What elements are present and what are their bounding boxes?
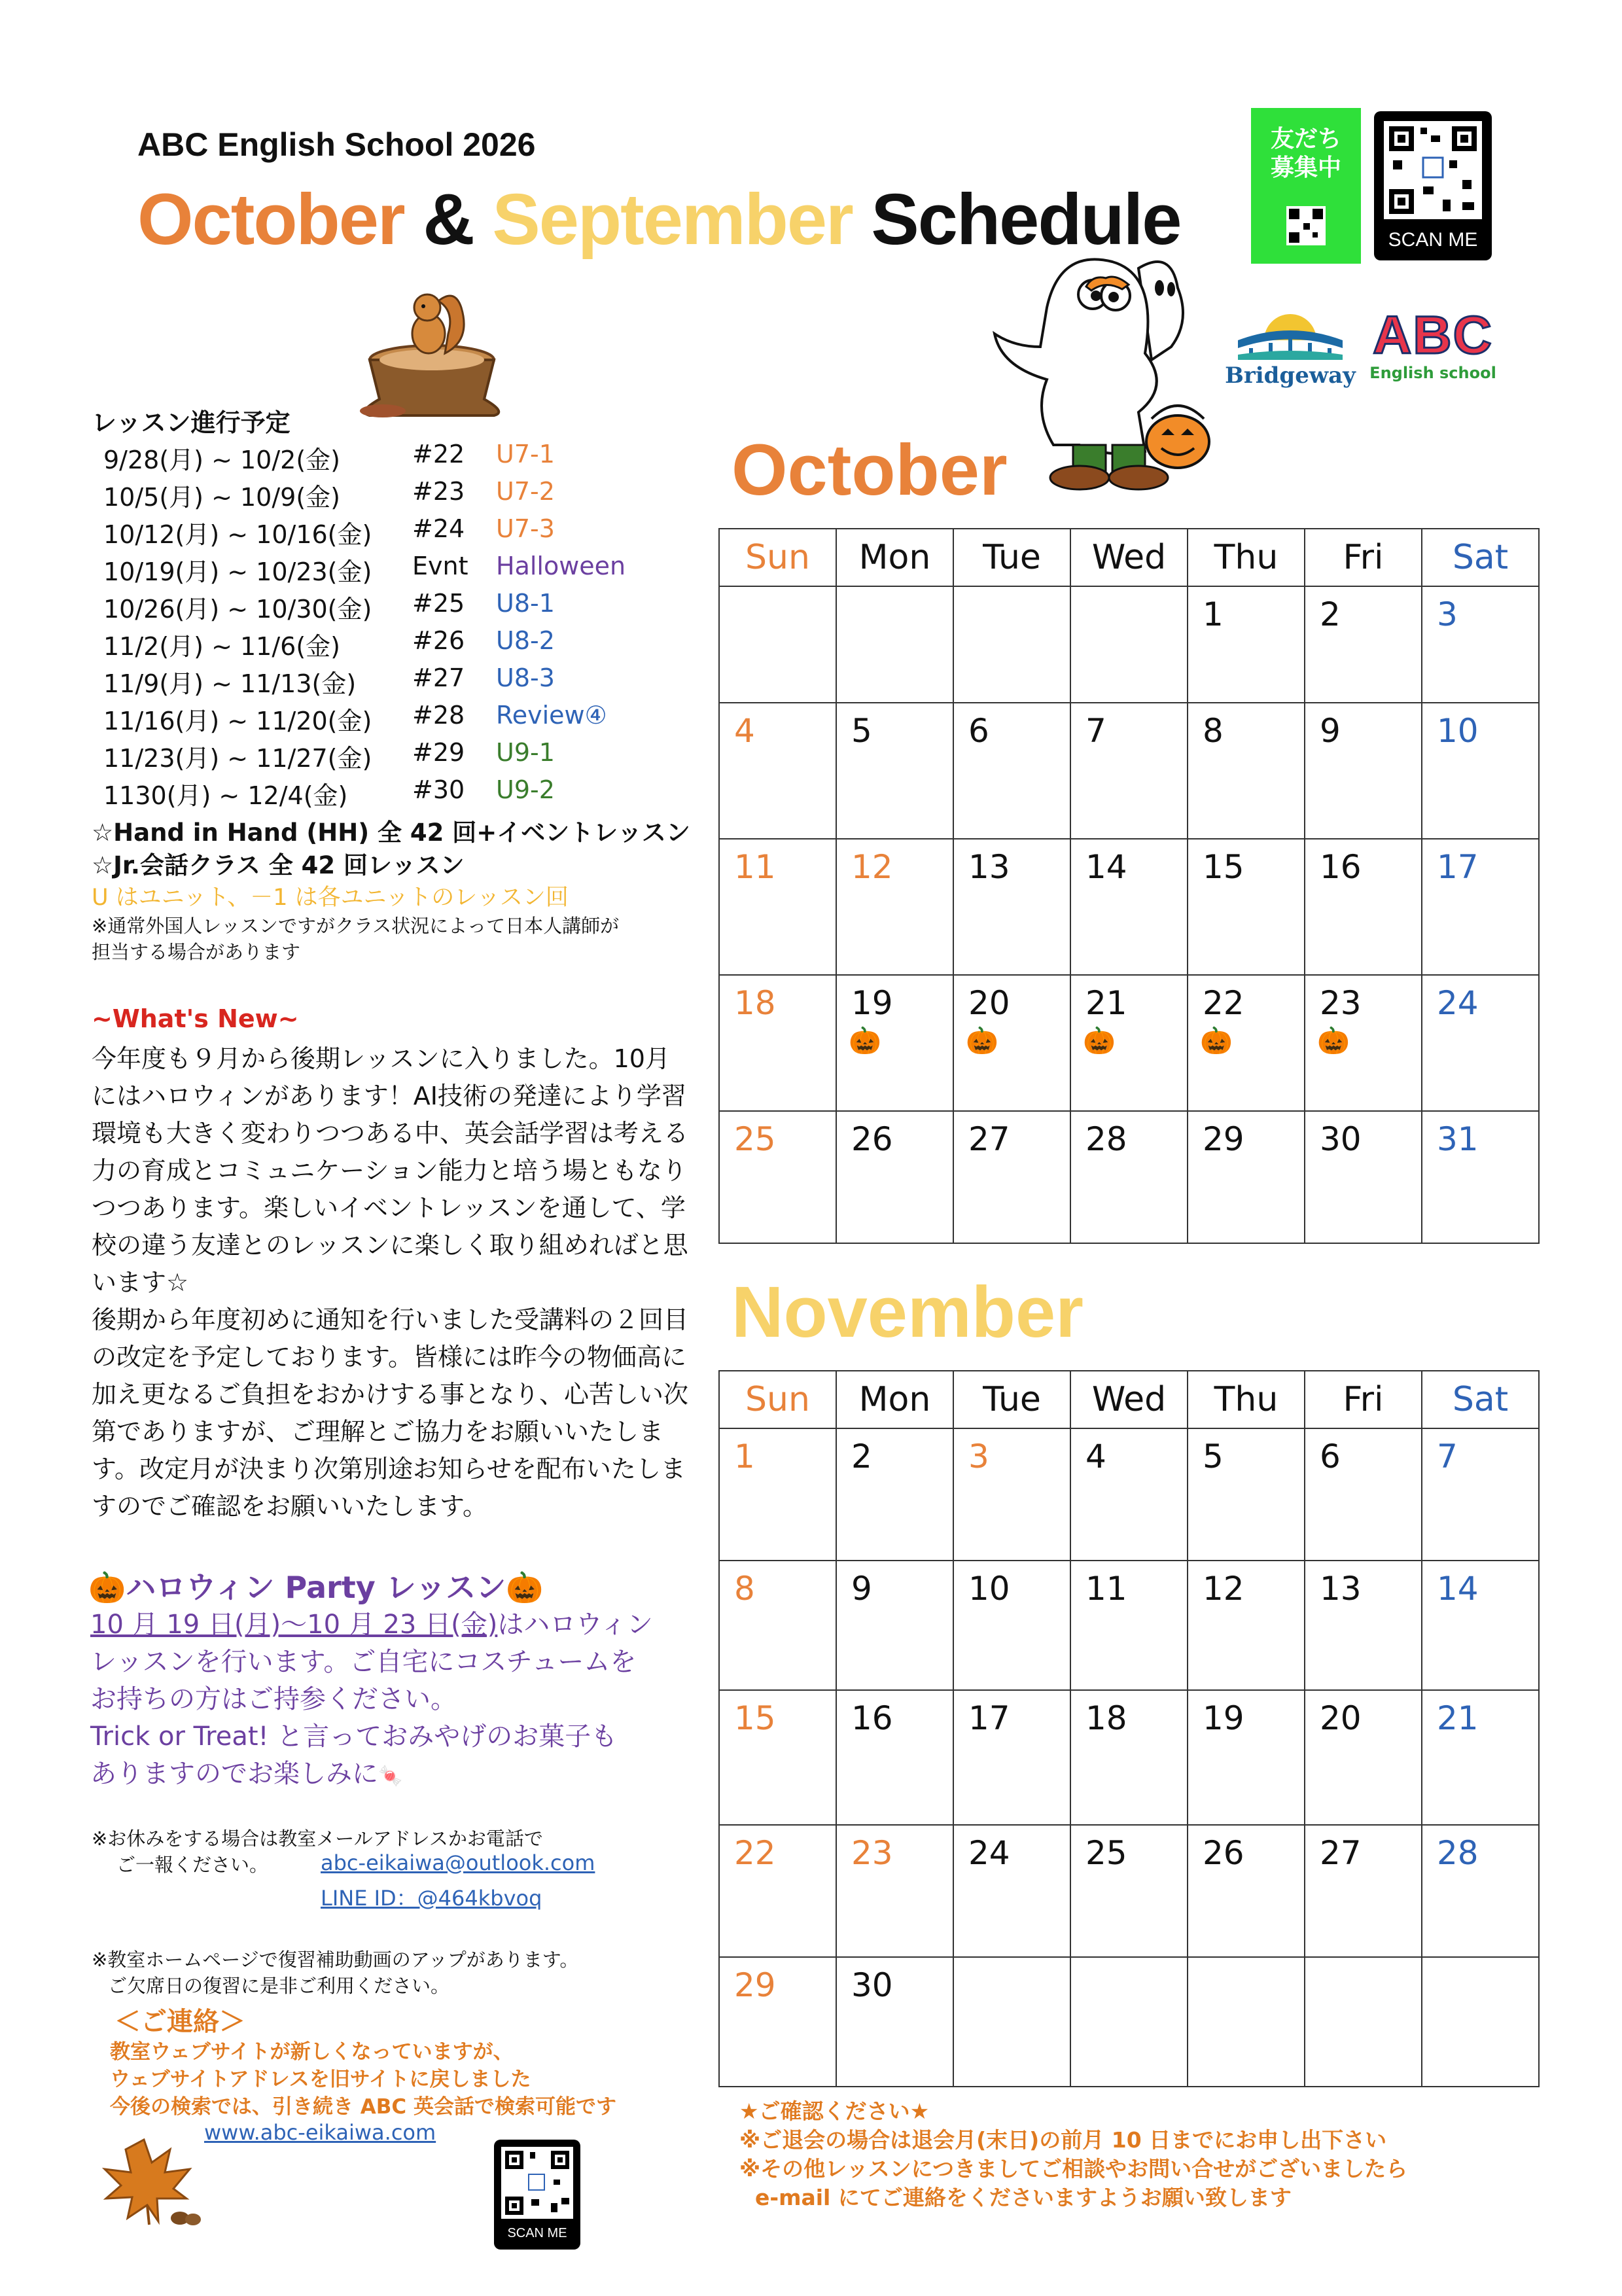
day-number: 26 — [851, 1120, 893, 1158]
day-cell — [953, 975, 1070, 1111]
halloween-dates: 10 月 19 日(月)～10 月 23 日(金) — [90, 1610, 498, 1640]
day-number: 13 — [968, 848, 1010, 886]
day-number: 23 — [1320, 984, 1362, 1022]
day-cell — [1070, 975, 1188, 1111]
progress-date: 10/12(月) ~ 10/16(金) — [103, 520, 372, 549]
whatsnew-paragraph-2: 後期から年度初めに通知を行いました受講料の２回目の改定を予定しております。皆様には昨今の物価高に加え更なるご負担をおかけする事となり、心苦しい次第でありますが、ご理解とご協力をお願いいたします。改定月が決まり次第別途お知らせを配布いたしますのでご確認をお願いいたします。 — [92, 1305, 689, 1521]
day-cell — [719, 1825, 836, 1957]
day-cell — [1422, 586, 1539, 703]
progress-num: #27 — [412, 663, 465, 692]
weekday-sat: Sat — [1422, 529, 1539, 586]
day-number: 24 — [968, 1834, 1010, 1872]
weekday-mon: Mon — [836, 1371, 953, 1428]
day-cell — [953, 1825, 1070, 1957]
whatsnew-title: ~What's New~ — [92, 1004, 299, 1033]
day-cell — [953, 703, 1070, 839]
bridgeway-label: Bridgeway — [1225, 362, 1356, 389]
day-cell — [719, 1957, 836, 2087]
day-cell — [719, 703, 836, 839]
day-number: 7 — [1085, 712, 1106, 750]
progress-date: 10/26(月) ~ 10/30(金) — [103, 595, 372, 624]
qr-code-top[interactable] — [1374, 111, 1492, 260]
day-cell — [1070, 1825, 1188, 1957]
progress-unit: U7-2 — [496, 477, 555, 506]
day-cell — [1188, 975, 1305, 1111]
pumpkin-icon: 🎃 — [966, 1026, 998, 1056]
day-number: 12 — [1203, 1570, 1244, 1608]
weekday-wed: Wed — [1070, 529, 1188, 586]
day-cell — [836, 1690, 953, 1825]
abc-logo-text: ABC — [1373, 306, 1493, 365]
abc-logo — [1367, 308, 1498, 386]
empty-day-cell — [1305, 1957, 1422, 2087]
empty-day-cell — [953, 586, 1070, 703]
progress-unit: U8-3 — [496, 663, 555, 692]
scan-me-label: SCAN ME — [507, 2226, 567, 2240]
progress-num: #29 — [412, 738, 465, 767]
progress-num: #26 — [412, 626, 465, 655]
day-number: 6 — [1320, 1438, 1341, 1475]
day-cell — [719, 975, 836, 1111]
day-cell — [1422, 839, 1539, 975]
halloween-line-5: ありますのでお楽しみに — [90, 1759, 378, 1789]
qr-icon — [1384, 121, 1482, 219]
day-number: 27 — [968, 1120, 1010, 1158]
school-name: ABC English School 2026 — [137, 126, 536, 163]
day-number: 23 — [851, 1834, 893, 1872]
day-number: 15 — [734, 1699, 776, 1737]
november-calendar — [718, 1370, 1540, 2087]
calendar-week — [719, 975, 1539, 1111]
day-cell — [836, 1428, 953, 1561]
day-cell — [1070, 1111, 1188, 1243]
day-cell — [1305, 975, 1422, 1111]
weekday-header — [719, 529, 1539, 586]
contact-messages — [110, 2038, 616, 2121]
day-number: 20 — [1320, 1699, 1362, 1737]
absence-note: ※お休みをする場合は教室メールアドレスかお電話で — [92, 1828, 543, 1850]
day-number: 19 — [1203, 1699, 1244, 1737]
day-number: 28 — [1437, 1834, 1479, 1872]
progress-date: 10/19(月) ~ 10/23(金) — [103, 557, 372, 586]
whatsnew-paragraph-1: 今年度も９月から後期レッスンに入りました。10月にはハロウィンがあります！AI技術の発達により学習環境も大きく変わりつつある中、英会話学習は考える力の育成とコミュニケーション能力と培う場ともなりつつあります。楽しいイベントレッスンを通して、学校の違う友達とのレッスンに楽しく取り組めればと思います☆ — [92, 1044, 689, 1297]
progress-unit: U9-2 — [496, 775, 555, 804]
day-number: 17 — [968, 1699, 1010, 1737]
contact-msg-1: 教室ウェブサイトが新しくなっていますが、 — [110, 2040, 514, 2064]
halloween-line-1: はハロウィン — [497, 1610, 653, 1640]
note-jr: ☆Jr.会話クラス 全 42 回レッスン — [92, 851, 465, 879]
day-cell — [1422, 1561, 1539, 1690]
day-cell — [836, 1825, 953, 1957]
october-calendar — [718, 528, 1540, 1244]
day-number: 3 — [968, 1438, 989, 1475]
day-number: 29 — [1203, 1120, 1244, 1158]
friends-badge[interactable] — [1251, 108, 1361, 264]
candy-icon: 🍬 — [378, 1765, 403, 1788]
empty-day-cell — [1070, 586, 1188, 703]
day-cell — [1422, 975, 1539, 1111]
pumpkin-icon: 🎃 — [1083, 1026, 1116, 1056]
day-number: 1 — [1203, 595, 1224, 633]
halloween-line-4: Trick or Treat! と言っておみやげのお菓子も — [90, 1722, 618, 1752]
weekday-header — [719, 1371, 1539, 1428]
day-number: 8 — [1203, 712, 1224, 750]
day-cell — [1188, 1690, 1305, 1825]
day-cell — [1188, 839, 1305, 975]
note-teacher-2: 担当する場合があります — [92, 941, 301, 963]
halloween-title: ハロウィン Party レッスン — [126, 1570, 506, 1605]
day-number: 16 — [1320, 848, 1362, 886]
title-month-1: October — [137, 179, 404, 260]
day-number: 21 — [1085, 984, 1127, 1022]
progress-unit: U8-2 — [496, 626, 555, 655]
footer-note-3: e-mail にてご連絡をくださいますようお願い致します — [755, 2185, 1292, 2210]
abc-logo-sub: English school — [1369, 364, 1496, 382]
pumpkin-icon: 🎃 — [849, 1026, 881, 1056]
progress-num: Evnt — [412, 552, 468, 580]
contact-msg-2: ウェブサイトアドレスを旧サイトに戻しました — [110, 2068, 531, 2091]
empty-day-cell — [836, 586, 953, 703]
pumpkin-icon: 🎃 — [1317, 1026, 1350, 1056]
day-number: 16 — [851, 1699, 893, 1737]
day-number: 28 — [1085, 1120, 1127, 1158]
progress-date: 9/28(月) ~ 10/2(金) — [103, 446, 340, 474]
scan-me-label: SCAN ME — [1388, 229, 1478, 251]
progress-num: #25 — [412, 589, 465, 618]
day-number: 14 — [1437, 1570, 1479, 1608]
day-number: 10 — [968, 1570, 1010, 1608]
calendar-week — [719, 1690, 1539, 1825]
day-cell — [953, 839, 1070, 975]
day-number: 21 — [1437, 1699, 1479, 1737]
day-number: 10 — [1437, 712, 1479, 750]
ghost-illustration — [975, 249, 1250, 504]
day-cell — [1422, 703, 1539, 839]
progress-unit: U8-1 — [496, 589, 555, 618]
day-number: 15 — [1203, 848, 1244, 886]
absence-note-2: ご一報ください。 — [116, 1854, 269, 1876]
progress-unit: U7-3 — [496, 514, 555, 543]
day-number: 8 — [734, 1570, 755, 1608]
day-cell — [1305, 586, 1422, 703]
empty-day-cell — [1188, 1957, 1305, 2087]
day-number: 9 — [851, 1570, 872, 1608]
day-number: 6 — [968, 712, 989, 750]
calendar-week — [719, 1825, 1539, 1957]
day-number: 4 — [734, 712, 755, 750]
day-number: 18 — [1085, 1699, 1127, 1737]
day-cell — [1070, 1428, 1188, 1561]
contact-title: ＜ご連絡＞ — [115, 2007, 245, 2037]
day-number: 12 — [851, 848, 893, 886]
day-number: 18 — [734, 984, 776, 1022]
day-cell — [836, 975, 953, 1111]
day-number: 22 — [734, 1834, 776, 1872]
weekday-tue: Tue — [953, 529, 1070, 586]
day-number: 7 — [1437, 1438, 1458, 1475]
day-number: 13 — [1320, 1570, 1362, 1608]
day-number: 2 — [1320, 595, 1341, 633]
day-cell — [1422, 1825, 1539, 1957]
title-month-2: September — [492, 179, 853, 260]
day-cell — [1188, 586, 1305, 703]
day-cell — [1188, 1561, 1305, 1690]
day-number: 25 — [734, 1120, 776, 1158]
day-cell — [953, 1690, 1070, 1825]
empty-day-cell — [1422, 1957, 1539, 2087]
day-cell — [719, 1561, 836, 1690]
empty-day-cell — [953, 1957, 1070, 2087]
review-note: ※教室ホームページで復習補助動画のアップがあります。 — [92, 1949, 579, 1971]
day-number: 3 — [1437, 595, 1458, 633]
day-cell — [1305, 1690, 1422, 1825]
weekday-thu: Thu — [1188, 529, 1305, 586]
day-cell — [1305, 1111, 1422, 1243]
title-schedule: Schedule — [871, 179, 1181, 260]
progress-unit: U7-1 — [496, 440, 555, 468]
day-number: 11 — [734, 848, 776, 886]
empty-day-cell — [1070, 1957, 1188, 2087]
calendar-week — [719, 1957, 1539, 2087]
calendar-week — [719, 586, 1539, 703]
halloween-body — [90, 1606, 718, 1795]
day-number: 5 — [1203, 1438, 1224, 1475]
day-cell — [1188, 1428, 1305, 1561]
weekday-fri: Fri — [1305, 529, 1422, 586]
footer-notes — [739, 2097, 1407, 2212]
day-cell — [1070, 703, 1188, 839]
november-title: November — [732, 1272, 1084, 1352]
weekday-sun: Sun — [719, 1371, 836, 1428]
day-number: 30 — [851, 1966, 893, 2004]
progress-date: 11/2(月) ~ 11/6(金) — [103, 632, 340, 661]
pumpkin-icon: 🎃 — [1200, 1026, 1233, 1056]
pumpkin-icon: 🎃 — [506, 1570, 544, 1605]
day-number: 24 — [1437, 984, 1479, 1022]
day-cell — [1070, 839, 1188, 975]
day-cell — [719, 1690, 836, 1825]
day-cell — [1305, 1428, 1422, 1561]
progress-date: 10/5(月) ~ 10/9(金) — [103, 483, 340, 512]
day-cell — [1070, 1561, 1188, 1690]
progress-num: #24 — [412, 514, 465, 543]
day-cell — [719, 1428, 836, 1561]
qr-icon — [501, 2147, 573, 2219]
day-number: 20 — [968, 984, 1010, 1022]
bridge-icon — [1231, 301, 1349, 360]
note-teacher-1: ※通常外国人レッスンですがクラス状況によって日本人講師が — [92, 915, 620, 937]
maple-leaf-icon — [98, 2133, 203, 2231]
weekday-mon: Mon — [836, 529, 953, 586]
day-cell — [719, 839, 836, 975]
progress-num: #28 — [412, 701, 465, 730]
footer-confirm: ★ご確認ください★ — [739, 2098, 930, 2124]
day-cell — [1422, 1428, 1539, 1561]
weekday-tue: Tue — [953, 1371, 1070, 1428]
calendar-week — [719, 1428, 1539, 1561]
day-cell — [836, 839, 953, 975]
progress-date: 11/23(月) ~ 11/27(金) — [103, 744, 372, 773]
bridgeway-logo — [1225, 301, 1356, 393]
day-number: 17 — [1437, 848, 1479, 886]
line-id-link[interactable]: LINE ID：@464kbvoq — [321, 1886, 542, 1911]
calendar-week — [719, 1561, 1539, 1690]
progress-date: 1130(月) ~ 12/4(金) — [103, 781, 348, 810]
day-number: 27 — [1320, 1834, 1362, 1872]
progress-unit: Halloween — [496, 552, 626, 580]
day-number: 29 — [734, 1966, 776, 2004]
contact-msg-3: 今後の検索では、引き続き ABC 英会話で検索可能です — [110, 2095, 616, 2119]
empty-day-cell — [719, 586, 836, 703]
qr-code-bottom[interactable] — [494, 2140, 580, 2250]
day-cell — [953, 1428, 1070, 1561]
friends-badge-text: 友だち募集中 — [1270, 126, 1341, 181]
calendar-week — [719, 839, 1539, 975]
day-number: 31 — [1437, 1120, 1479, 1158]
progress-num: #30 — [412, 775, 465, 804]
day-number: 4 — [1085, 1438, 1106, 1475]
pumpkin-icon: 🎃 — [88, 1570, 126, 1605]
progress-unit: U9-1 — [496, 738, 555, 767]
progress-date: 11/16(月) ~ 11/20(金) — [103, 707, 372, 735]
day-cell — [1305, 839, 1422, 975]
day-number: 5 — [851, 712, 872, 750]
footer-note-1: ※ご退会の場合は退会月(末日)の前月 10 日までにお申し出下さい — [739, 2127, 1387, 2153]
day-cell — [1070, 1690, 1188, 1825]
weekday-sun: Sun — [719, 529, 836, 586]
squirrel-stump-illustration — [357, 281, 507, 422]
progress-num: #23 — [412, 477, 465, 506]
weekday-sat: Sat — [1422, 1371, 1539, 1428]
weekday-fri: Fri — [1305, 1371, 1422, 1428]
note-unit: U はユニット、－1 は各ユニットのレッスン回 — [92, 885, 569, 911]
day-cell — [1188, 703, 1305, 839]
footer-note-2: ※その他レッスンにつきましてご相談やお問い合せがございましたら — [739, 2156, 1408, 2181]
day-number: 1 — [734, 1438, 755, 1475]
halloween-title-row — [88, 1564, 544, 1607]
progress-date: 11/9(月) ~ 11/13(金) — [103, 669, 357, 698]
whatsnew-body — [92, 1040, 694, 1525]
october-title: October — [732, 430, 1008, 510]
day-cell — [1305, 703, 1422, 839]
day-cell — [836, 1111, 953, 1243]
day-cell — [1305, 1561, 1422, 1690]
day-cell — [1422, 1111, 1539, 1243]
day-cell — [1188, 1111, 1305, 1243]
day-number: 26 — [1203, 1834, 1244, 1872]
weekday-thu: Thu — [1188, 1371, 1305, 1428]
website-link[interactable]: www.abc-eikaiwa.com — [204, 2120, 436, 2145]
day-number: 14 — [1085, 848, 1127, 886]
progress-num: #22 — [412, 440, 465, 468]
weekday-wed: Wed — [1070, 1371, 1188, 1428]
day-cell — [1422, 1690, 1539, 1825]
calendar-week — [719, 703, 1539, 839]
halloween-line-3: お持ちの方はご持参ください。 — [90, 1684, 457, 1714]
day-cell — [953, 1111, 1070, 1243]
day-cell — [719, 1111, 836, 1243]
day-cell — [953, 1561, 1070, 1690]
friends-qr-icon — [1286, 206, 1326, 245]
day-cell — [1305, 1825, 1422, 1957]
day-number: 30 — [1320, 1120, 1362, 1158]
day-cell — [836, 703, 953, 839]
day-number: 19 — [851, 984, 893, 1022]
day-number: 11 — [1085, 1570, 1127, 1608]
day-number: 2 — [851, 1438, 872, 1475]
review-note-2: ご欠席日の復習に是非ご利用ください。 — [108, 1975, 450, 1997]
day-cell — [1188, 1825, 1305, 1957]
halloween-line-2: レッスンを行います。ご自宅にコスチュームを — [90, 1647, 637, 1677]
email-link[interactable]: abc-eikaiwa@outlook.com — [321, 1850, 595, 1875]
day-cell — [836, 1957, 953, 2087]
day-number: 22 — [1203, 984, 1244, 1022]
day-number: 9 — [1320, 712, 1341, 750]
calendar-week — [719, 1111, 1539, 1243]
day-cell — [836, 1561, 953, 1690]
title-ampersand: & — [423, 179, 474, 260]
day-number: 25 — [1085, 1834, 1127, 1872]
progress-title: レッスン進行予定 — [92, 408, 291, 437]
note-hh: ☆Hand in Hand (HH) 全 42 回+イベントレッスン — [92, 819, 690, 847]
progress-unit: Review④ — [496, 701, 607, 730]
